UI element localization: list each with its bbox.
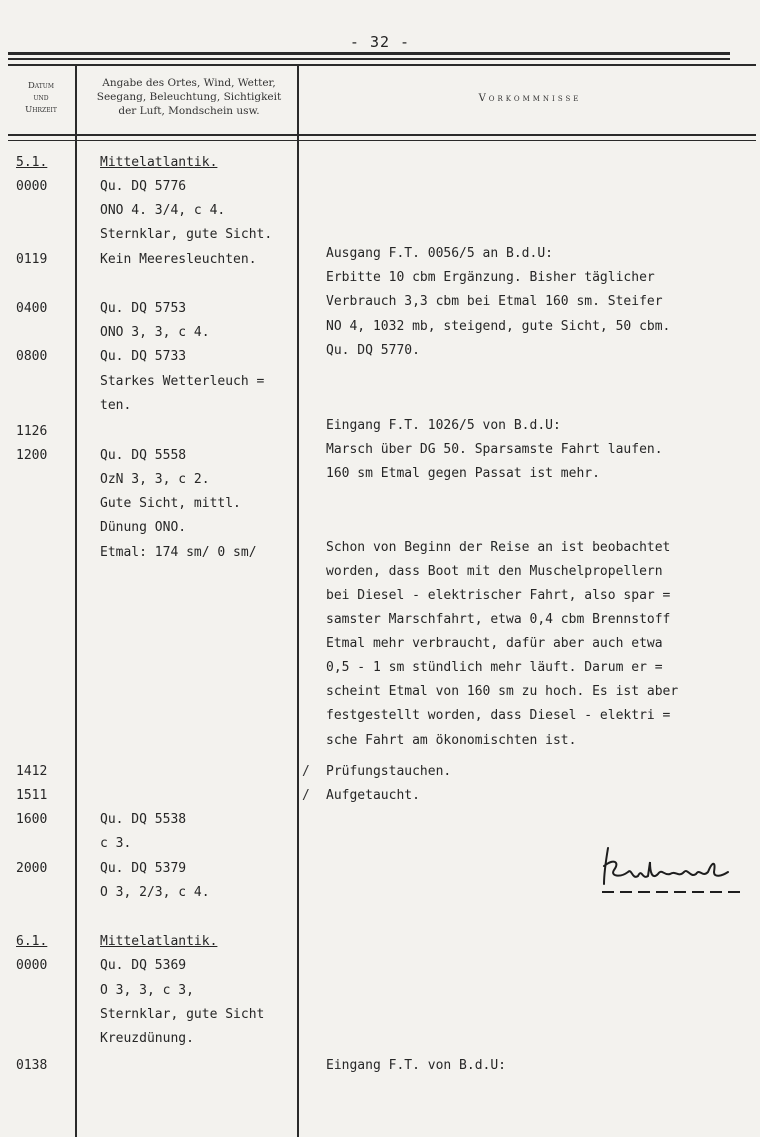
top-rule-1 [8, 52, 730, 55]
column-divider-2 [297, 64, 299, 1137]
weather-entry: Gute Sicht, mittl. [100, 496, 241, 511]
weather-entry: ONO 4. 3/4, c 4. [100, 203, 226, 218]
weather-entry: Dünung ONO. [100, 520, 187, 535]
event-line: Ausgang F.T. 0056/5 an B.d.U: [326, 246, 553, 261]
time-entry: 1126 [16, 424, 48, 439]
position-entry: Qu. DQ 5369 [100, 958, 187, 973]
weather-entry: Starkes Wetterleuch = [100, 374, 265, 389]
event-line: NO 4, 1032 mb, steigend, gute Sicht, 50 cbm. [326, 319, 671, 334]
page-number: - 32 - [349, 33, 411, 51]
header-date-time: Datum und Uhrzeit [25, 81, 57, 115]
event-line: 0,5 - 1 sm stündlich mehr läuft. Darum er = [326, 660, 663, 675]
weather-entry: OzN 3, 3, c 2. [100, 472, 210, 487]
time-entry: 0000 [16, 179, 48, 194]
weather-entry: Sternklar, gute Sicht. [100, 227, 273, 242]
top-rule-2 [8, 58, 730, 60]
event-line: Qu. DQ 5770. [326, 343, 420, 358]
event-line: Marsch über DG 50. Sparsamste Fahrt laufen. [326, 442, 663, 457]
event-line: Prüfungstauchen. [326, 764, 452, 779]
position-entry: Qu. DQ 5776 [100, 179, 187, 194]
date-entry: 6.1. [16, 934, 48, 949]
event-line: Aufgetaucht. [326, 788, 420, 803]
position-entry: Qu. DQ 5379 [100, 861, 187, 876]
column-divider-1 [75, 64, 77, 1137]
time-entry: 2000 [16, 861, 48, 876]
location-entry: Mittelatlantik. [100, 934, 218, 949]
event-line: Schon von Beginn der Reise an ist beobachtet [326, 540, 671, 555]
position-entry: Qu. DQ 5733 [100, 349, 187, 364]
event-line: Erbitte 10 cbm Ergänzung. Bisher täglicher [326, 270, 655, 285]
signature-icon [598, 838, 744, 902]
event-line: Eingang F.T. 1026/5 von B.d.U: [326, 418, 561, 433]
time-entry: 0800 [16, 349, 48, 364]
event-line: Etmal mehr verbraucht, dafür aber auch etwa [326, 636, 663, 651]
time-entry: 0119 [16, 252, 48, 267]
time-entry: 1600 [16, 812, 48, 827]
location-entry: Mittelatlantik. [100, 155, 218, 170]
event-line: scheint Etmal von 160 sm zu hoch. Es ist aber [326, 684, 679, 699]
header-rule-1 [8, 134, 756, 136]
weather-entry: ONO 3, 3, c 4. [100, 325, 210, 340]
time-entry: 0000 [16, 958, 48, 973]
header-rule-2 [8, 140, 756, 141]
time-entry: 0138 [16, 1058, 48, 1073]
position-entry: Qu. DQ 5753 [100, 301, 187, 316]
weather-entry: Kein Meeresleuchten. [100, 252, 257, 267]
weather-entry: O 3, 3, c 3, [100, 983, 194, 998]
position-entry: Qu. DQ 5558 [100, 448, 187, 463]
event-line: Eingang F.T. von B.d.U: [326, 1058, 507, 1073]
date-entry: 5.1. [16, 155, 48, 170]
event-line: festgestellt worden, dass Diesel - elektri = [326, 708, 671, 723]
time-entry: 1511 [16, 788, 48, 803]
event-line: worden, dass Boot mit den Muschelpropellern [326, 564, 663, 579]
event-line: samster Marschfahrt, etwa 0,4 cbm Brennstoff [326, 612, 671, 627]
etmal-entry: Etmal: 174 sm/ 0 sm/ [100, 545, 257, 560]
time-entry: 0400 [16, 301, 48, 316]
top-rule-3 [8, 64, 756, 66]
header-events: Vorkommnisse [478, 93, 582, 104]
header-location-weather: Angabe des Ortes, Wind, Wetter, Seegang, Beleuchtung, Sichtigkeit der Luft, Mondschein usw. [96, 77, 282, 117]
event-line: sche Fahrt am ökonomischten ist. [326, 733, 577, 748]
check-mark-icon: / [302, 788, 310, 803]
weather-entry: O 3, 2/3, c 4. [100, 885, 210, 900]
event-line: 160 sm Etmal gegen Passat ist mehr. [326, 466, 600, 481]
weather-entry: Kreuzdünung. [100, 1031, 194, 1046]
weather-entry: c 3. [100, 836, 132, 851]
time-entry: 1412 [16, 764, 48, 779]
check-mark-icon: / [302, 764, 310, 779]
weather-entry: Sternklar, gute Sicht [100, 1007, 265, 1022]
time-entry: 1200 [16, 448, 48, 463]
weather-entry: ten. [100, 398, 132, 413]
event-line: bei Diesel - elektrischer Fahrt, also spar = [326, 588, 671, 603]
event-line: Verbrauch 3,3 cbm bei Etmal 160 sm. Steifer [326, 294, 663, 309]
position-entry: Qu. DQ 5538 [100, 812, 187, 827]
